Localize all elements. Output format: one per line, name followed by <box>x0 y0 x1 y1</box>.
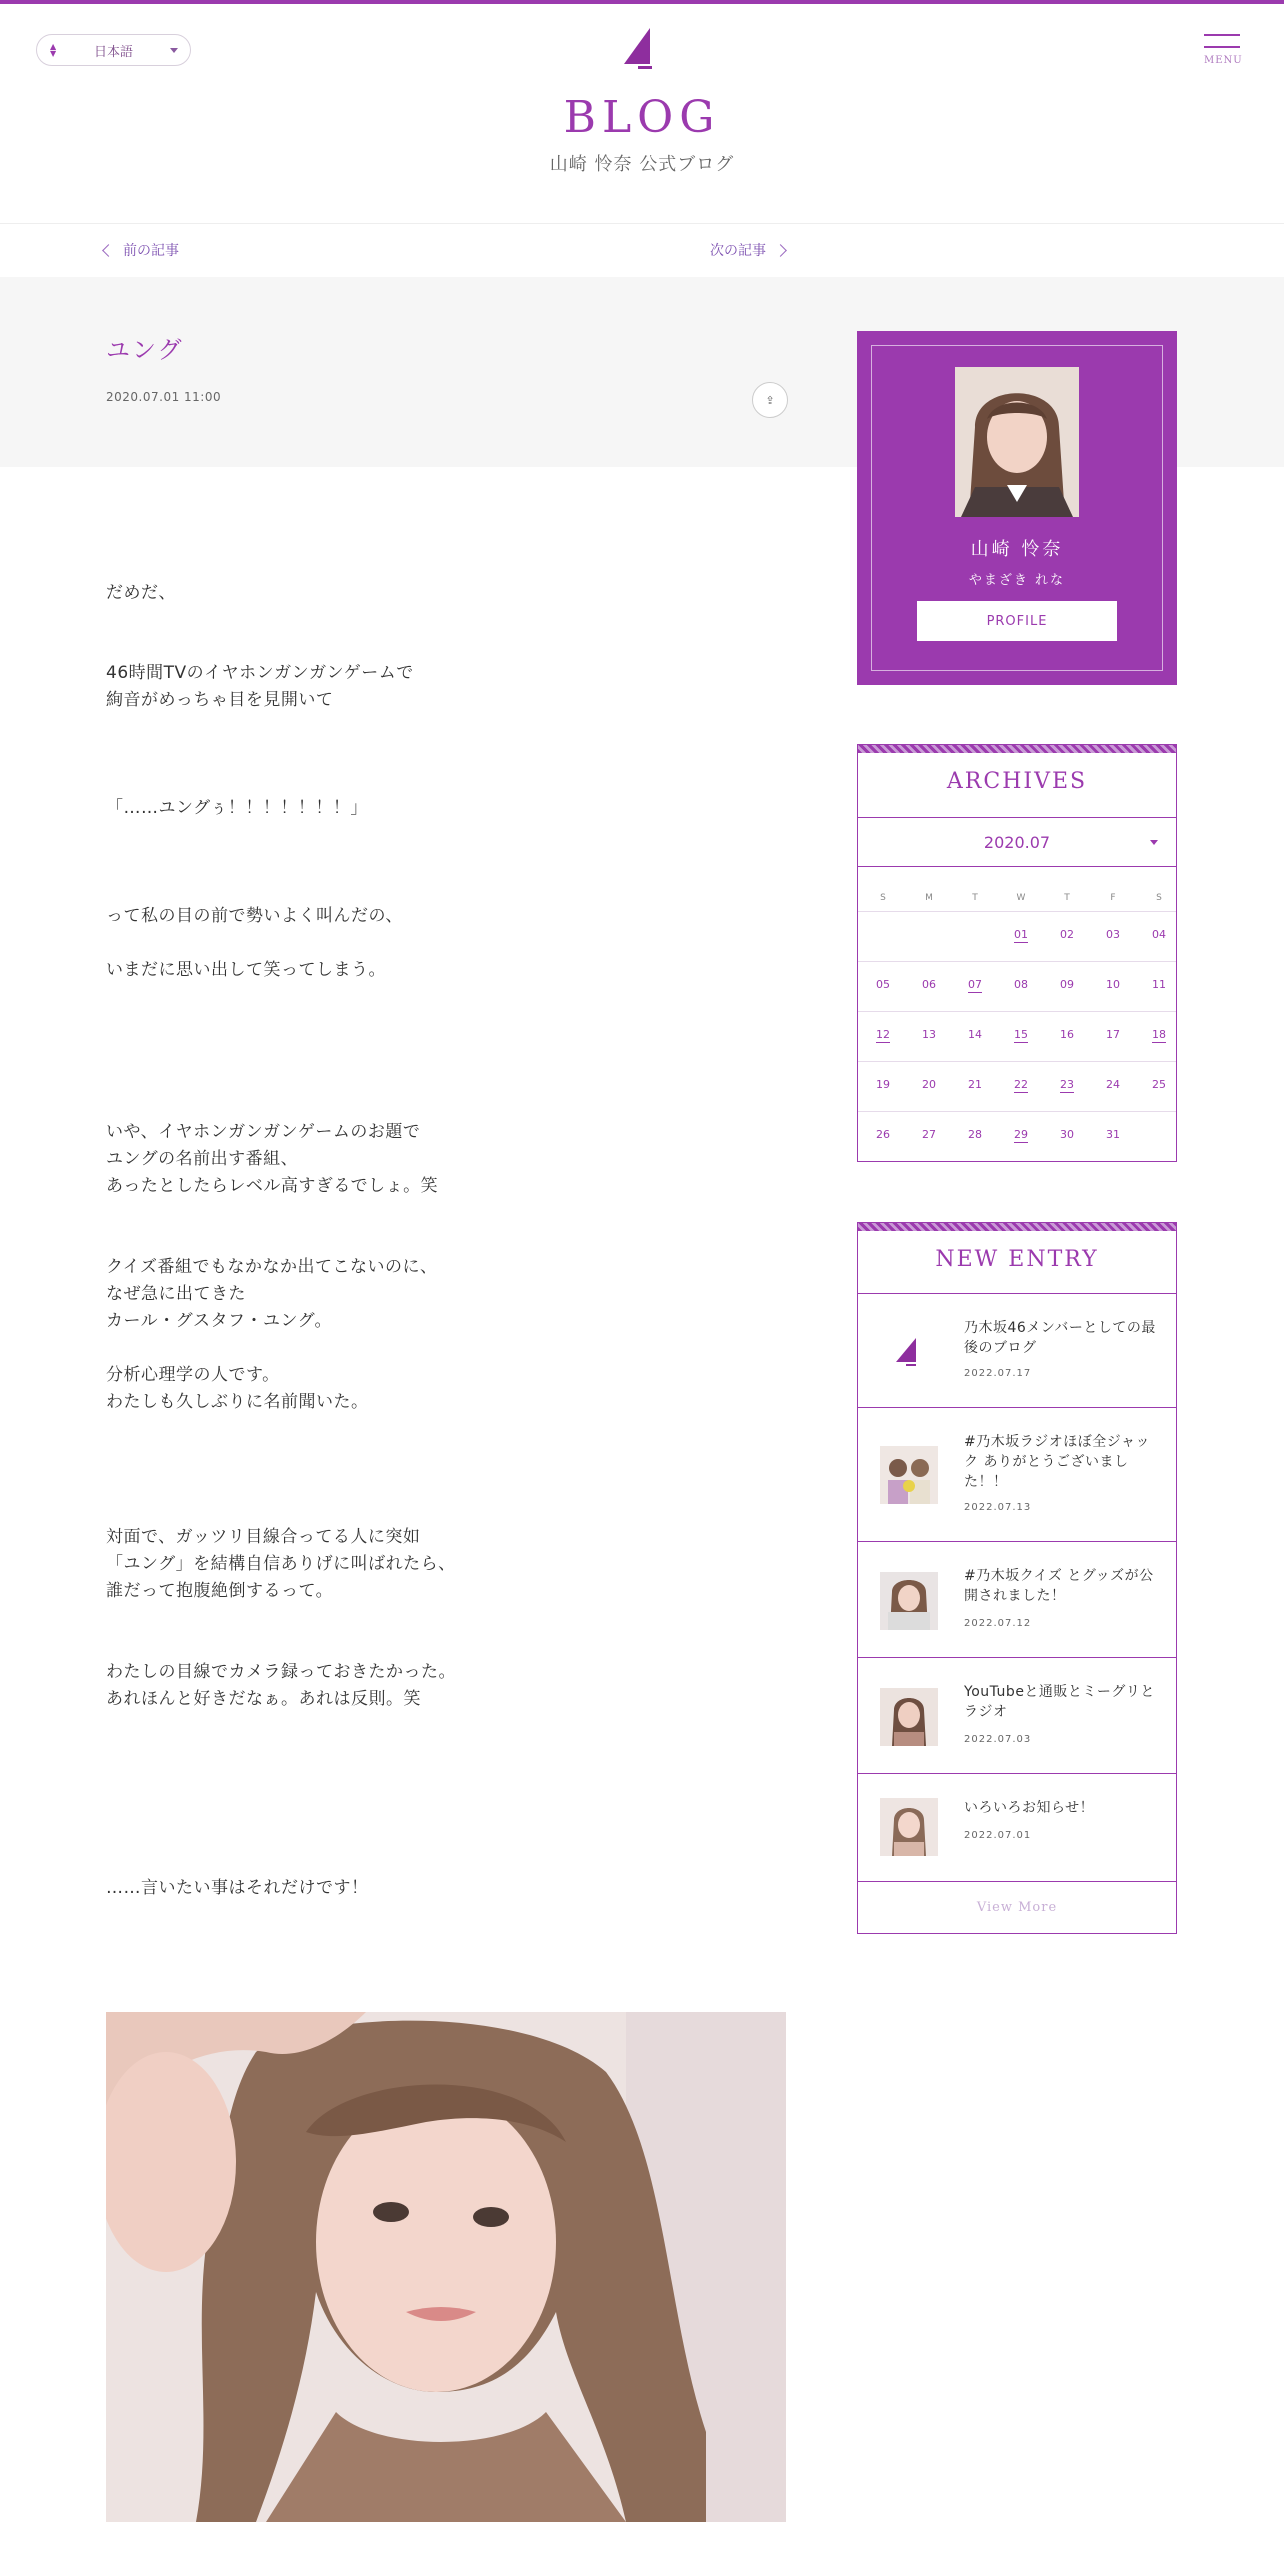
entry-title: #乃木坂ラジオほぼ全ジャック ありがとうございました！！ <box>964 1434 1150 1490</box>
entry-item[interactable] <box>858 1541 1176 1657</box>
calendar-day: 06 <box>922 978 936 991</box>
calendar-day: 08 <box>1014 978 1028 991</box>
calendar-day: 16 <box>1060 1028 1074 1041</box>
calendar-day: 10 <box>1106 978 1120 991</box>
sort-arrows-icon: ▲ ▼ <box>50 42 57 58</box>
calendar-day: 13 <box>922 1028 936 1041</box>
post-paragraph: 対面で、ガッツリ目線合ってる人に突如 「ユング」を結構自信ありげに叫ばれたら、 誰だって抱腹絶倒するって。 <box>106 1527 456 1601</box>
calendar-day: 20 <box>922 1078 936 1091</box>
post-paragraph: わたしの目線でカメラ録っておきたかった。 あれほんと好きだなぁ。あれは反則。笑 <box>106 1662 456 1709</box>
entry-title: YouTubeと通販とミーグリとラジオ <box>964 1684 1155 1720</box>
decorative-band <box>858 745 1176 753</box>
profile-card <box>857 331 1177 685</box>
month-select[interactable] <box>858 817 1176 867</box>
post-paragraph: 分析心理学の人です。 わたしも久しぶりに名前聞いた。 <box>106 1365 369 1412</box>
entry-thumbnail <box>880 1572 938 1630</box>
next-article-label: 次の記事 <box>710 243 766 259</box>
calendar-day[interactable]: 12 <box>876 1028 890 1041</box>
calendar-day[interactable]: 22 <box>1014 1078 1028 1091</box>
weekday-label: F <box>1110 893 1116 903</box>
page-title: BLOG <box>563 92 721 143</box>
share-icon: ⇪ <box>765 393 775 407</box>
weekday-label: M <box>925 893 933 903</box>
post-paragraph: 「……ユングぅ！！！！！！！」 <box>106 798 368 818</box>
month-select-value: 2020.07 <box>983 832 1051 852</box>
menu-line-icon <box>1204 46 1240 48</box>
post-paragraph: 46時間TVのイヤホンガンガンゲームで 絢音がめっちゃ目を見開いて <box>106 663 414 710</box>
calendar-day: 21 <box>968 1078 982 1091</box>
menu-line-icon <box>1204 34 1240 36</box>
calendar-day: 31 <box>1106 1128 1120 1141</box>
entry-date: 2022.07.12 <box>964 1618 1032 1629</box>
share-button[interactable] <box>752 382 788 418</box>
decorative-band <box>858 1223 1176 1231</box>
calendar-day: 24 <box>1106 1078 1120 1091</box>
entry-thumbnail <box>880 1322 938 1380</box>
next-article-link[interactable] <box>710 240 785 260</box>
weekday-label: T <box>972 893 978 903</box>
calendar-day[interactable]: 01 <box>1014 928 1028 941</box>
article-nav <box>0 223 1284 277</box>
language-label: 日本語 <box>93 44 133 60</box>
calendar-row-divider <box>858 961 1176 962</box>
profile-photo <box>955 367 1079 517</box>
post-title: ユング <box>106 336 184 364</box>
language-select[interactable] <box>36 34 191 66</box>
entry-title: 乃木坂46メンバーとしての最後のブログ <box>964 1320 1156 1356</box>
weekday-label: W <box>1016 893 1026 903</box>
calendar-day: 25 <box>1152 1078 1166 1091</box>
post-paragraph: クイズ番組でもなかなか出てこないのに、 なぜ急に出てきた カール・グスタフ・ユング。 <box>106 1257 438 1331</box>
calendar-day: 04 <box>1152 928 1166 941</box>
new-entry-title: NEW ENTRY <box>935 1247 1099 1272</box>
entry-date: 2022.07.17 <box>964 1368 1032 1379</box>
entry-title: #乃木坂クイズ とグッズが公開されました！ <box>964 1568 1154 1604</box>
entry-date: 2022.07.03 <box>964 1734 1032 1745</box>
chevron-down-icon <box>1150 840 1158 845</box>
entry-thumbnail <box>880 1798 938 1856</box>
nogizaka-logo-icon[interactable] <box>620 28 660 72</box>
calendar-day[interactable]: 18 <box>1152 1028 1166 1041</box>
calendar-day: 26 <box>876 1128 890 1141</box>
post-paragraph: だめだ、 <box>106 583 176 603</box>
profile-button[interactable]: PROFILE <box>917 601 1117 641</box>
post-paragraph: いや、イヤホンガンガンゲームのお題で ユングの名前出す番組、 あったとしたらレベル高すぎるでしょ。笑 <box>106 1122 439 1196</box>
page-subtitle: 山崎 怜奈 公式ブログ <box>549 154 735 175</box>
menu-button[interactable] <box>1204 32 1242 72</box>
entry-date: 2022.07.13 <box>964 1502 1032 1513</box>
calendar-day[interactable]: 15 <box>1014 1028 1028 1041</box>
prev-article-link[interactable] <box>104 240 179 260</box>
entry-item[interactable] <box>858 1293 1176 1407</box>
calendar-day: 03 <box>1106 928 1120 941</box>
entry-date: 2022.07.01 <box>964 1830 1032 1841</box>
calendar-day: 09 <box>1060 978 1074 991</box>
calendar-day: 02 <box>1060 928 1074 941</box>
entry-thumbnail <box>880 1688 938 1746</box>
weekday-label: T <box>1064 893 1070 903</box>
profile-name: 山崎 怜奈 <box>970 539 1064 560</box>
post-paragraph: いまだに思い出して笑ってしまう。 <box>106 960 386 980</box>
entry-item[interactable] <box>858 1407 1176 1541</box>
calendar-day: 11 <box>1152 978 1166 991</box>
post-paragraph: って私の目の前で勢いよく叫んだの、 <box>106 906 403 926</box>
calendar-row-divider <box>858 911 1176 912</box>
new-entry-box <box>857 1222 1177 1934</box>
calendar-day[interactable]: 29 <box>1014 1128 1028 1141</box>
chevron-right-icon <box>774 244 787 257</box>
weekday-label: S <box>880 893 886 903</box>
calendar-day[interactable]: 07 <box>968 978 982 991</box>
calendar-day: 28 <box>968 1128 982 1141</box>
post-paragraph: ……言いたい事はそれだけです！ <box>106 1878 369 1898</box>
calendar-day: 30 <box>1060 1128 1074 1141</box>
calendar-day: 27 <box>922 1128 936 1141</box>
profile-kana: やまざき れな <box>968 573 1066 588</box>
calendar-day: 05 <box>876 978 890 991</box>
calendar-row-divider <box>858 1061 1176 1062</box>
calendar-day: 17 <box>1106 1028 1120 1041</box>
view-more-button[interactable]: View More <box>858 1881 1176 1933</box>
entry-item[interactable] <box>858 1773 1176 1881</box>
weekday-label: S <box>1156 893 1162 903</box>
post-photo <box>106 2012 786 2522</box>
post-date: 2020.07.01 11:00 <box>106 390 222 404</box>
entry-thumbnail <box>880 1446 938 1504</box>
prev-article-label: 前の記事 <box>123 243 179 259</box>
menu-label: MENU <box>1204 55 1243 66</box>
archives-box <box>857 744 1177 1162</box>
top-accent-bar <box>0 0 1284 4</box>
chevron-down-icon <box>170 48 178 53</box>
archives-title: ARCHIVES <box>946 769 1088 794</box>
calendar-day[interactable]: 23 <box>1060 1078 1074 1091</box>
calendar-day: 14 <box>968 1028 982 1041</box>
calendar-row-divider <box>858 1111 1176 1112</box>
chevron-left-icon <box>102 244 115 257</box>
entry-title: いろいろお知らせ！ <box>964 1800 1095 1816</box>
calendar-day: 19 <box>876 1078 890 1091</box>
entry-item[interactable] <box>858 1657 1176 1773</box>
calendar-row-divider <box>858 1011 1176 1012</box>
